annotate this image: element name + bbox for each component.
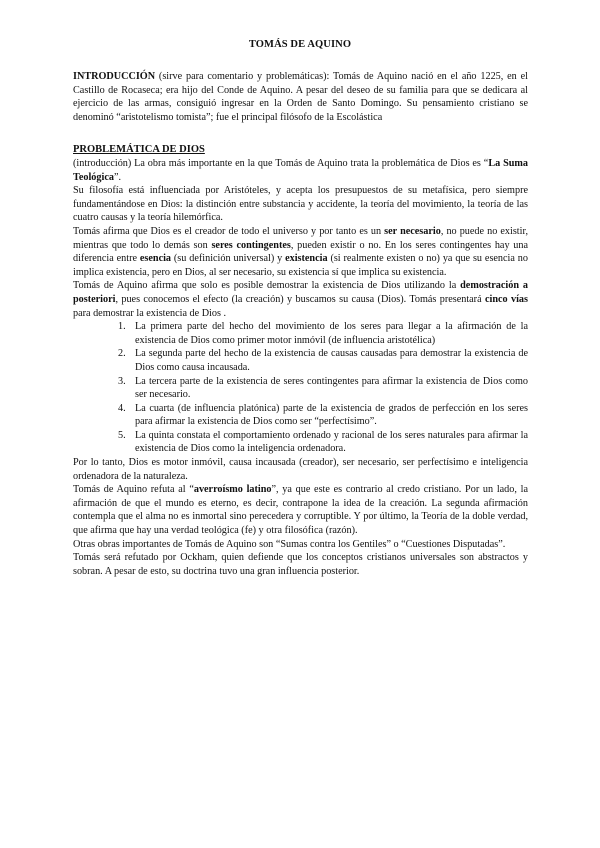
p4-text-c: , pues conocemos el efecto (la creación) y buscamos su causa (Dios). Tomás presentará: [115, 293, 485, 305]
term-existencia: existencia: [285, 253, 328, 265]
list-text: La segunda parte del hecho de la existencia de causas causadas para demostrar la existencia de Dios como causa incausada.: [135, 348, 528, 373]
list-text: La cuarta (de influencia platónica) parte de la existencia de grados de perfección en los seres para afirmar la existencia de Dios como ser “perfectísimo”.: [135, 402, 528, 428]
term-seres-contingentes: seres contingentes: [211, 239, 291, 251]
list-item: [73, 402, 528, 429]
term-demostracion: demostración a posteriori: [73, 280, 528, 305]
intro-text: (sirve para comentario y problemáticas): Tomás de Aquino nació en el año 1225, en el Castillo de Rocaseca; era hijo del Conde de Aquino. A pesar del deseo de su familia para que se dedicara al ejercicio de las armas, consiguió ingresar en la Orden de Santo Domingo. Su pensamiento cristiano se denominó “aristotelismo tomista”; fue el principal filósofo de la Escolástica: [73, 71, 528, 123]
p3-text-e: , pueden existir o no. En los seres contingentes hay una diferencia entre: [73, 239, 528, 265]
paragraph-necessary-being: [73, 225, 528, 279]
term-averroismo: averroísmo latino: [193, 484, 272, 496]
work-title: La Suma Teológica: [73, 158, 528, 183]
paragraph-intro-work: [73, 157, 528, 184]
p3-text-g: (su definición universal) y: [171, 253, 286, 265]
five-ways-list: [73, 320, 528, 456]
paragraph-ockham: Tomás será refutado por Ockham, quien defiende que los conceptos cristianos universales son abstractos y sobran. A pesar de esto, su doctrina tuvo una gran influencia posterior.: [73, 552, 528, 577]
p3-text-i: (si realmente existen o no) ya que su esencia no implica existencia, pero en Dios, al ser necesario, su existencia sí que implica su existencia.: [73, 253, 528, 278]
list-text: La primera parte del hecho del movimiento de los seres para llegar a la afirmación de la existencia de Dios como primer motor inmóvil (de influencia aristotélica): [135, 321, 528, 346]
list-item: [73, 347, 528, 374]
paragraph-other-works: Otras obras importantes de Tomás de Aquino son “Sumas contra los Gentiles” o “Cuestiones Disputadas”.: [73, 538, 506, 550]
p6-text-a: Tomás de Aquino refuta al “: [73, 484, 194, 496]
p3-text-c: , no puede no existir, mientras que todo lo demás son: [73, 225, 528, 251]
section-heading: PROBLEMÁTICA DE DIOS: [73, 144, 205, 155]
term-esencia: esencia: [139, 253, 172, 265]
paragraph-demonstration: [73, 279, 528, 320]
p1-text-a: (introducción) La obra más importante en la que Tomás de Aquino trata la problemática de Dios es “: [73, 158, 489, 169]
p1-text-c: ”.: [113, 171, 122, 183]
document-title: TOMÁS DE AQUINO: [248, 39, 352, 50]
intro-paragraph: [73, 70, 528, 124]
p6-text-c: ”, ya que este es contrario al credo cristiano. Por un lado, la afirmación de que el mundo es eterno, es decir, contrapone la idea de la creación. La segunda afirmación contempla que el alma no es inmortal sino perecedera y corruptible. Y por último, la Teoría de la doble verdad, que afirma que hay una verdad teológica (fe) y otra filosófica (razón).: [73, 484, 528, 537]
intro-lead: INTRODUCCIÓN: [73, 71, 156, 82]
list-item: [73, 320, 528, 347]
list-text: La quinta constata el comportamiento ordenado y racional de los seres naturales para afirmar la existencia de Dios como la inteligencia ordenadora.: [135, 429, 528, 455]
paragraph-averroism: [73, 483, 528, 537]
p4-text-a: Tomás de Aquino afirma que solo es posible demostrar la existencia de Dios utilizando la: [73, 280, 461, 292]
p3-text-a: Tomás afirma que Dios es el creador de todo el universo y por tanto es un: [73, 225, 385, 237]
list-item: [73, 429, 528, 456]
paragraph-influence: Su filosofía está influenciada por Aristóteles, y acepta los presupuestos de su metafísica, pero siempre fundamentándose en Dios: la distinción entre substancia y accidente, la teoría del movimiento, la teoría de las cuatro causas y la teoría hilemórfica.: [73, 185, 528, 224]
paragraph-conclusion: Por lo tanto, Dios es motor inmóvil, causa incausada (creador), ser necesario, ser perfectísimo e inteligencia ordenadora de la naturaleza.: [73, 457, 528, 482]
term-cinco-vias: cinco vías: [484, 293, 528, 305]
section-body: [73, 157, 528, 578]
list-number: 4.: [118, 402, 126, 414]
term-ser-necesario: ser necesario: [384, 225, 441, 237]
p4-text-e: para demostrar la existencia de Dios .: [73, 307, 227, 319]
list-number: 3.: [118, 375, 126, 387]
list-item: [73, 375, 528, 402]
list-number: 2.: [118, 348, 126, 360]
list-number: 5.: [118, 429, 126, 441]
list-number: 1.: [118, 321, 126, 333]
list-text: La tercera parte de la existencia de seres contingentes para afirmar la existencia de Dios como ser necesario.: [135, 375, 528, 401]
